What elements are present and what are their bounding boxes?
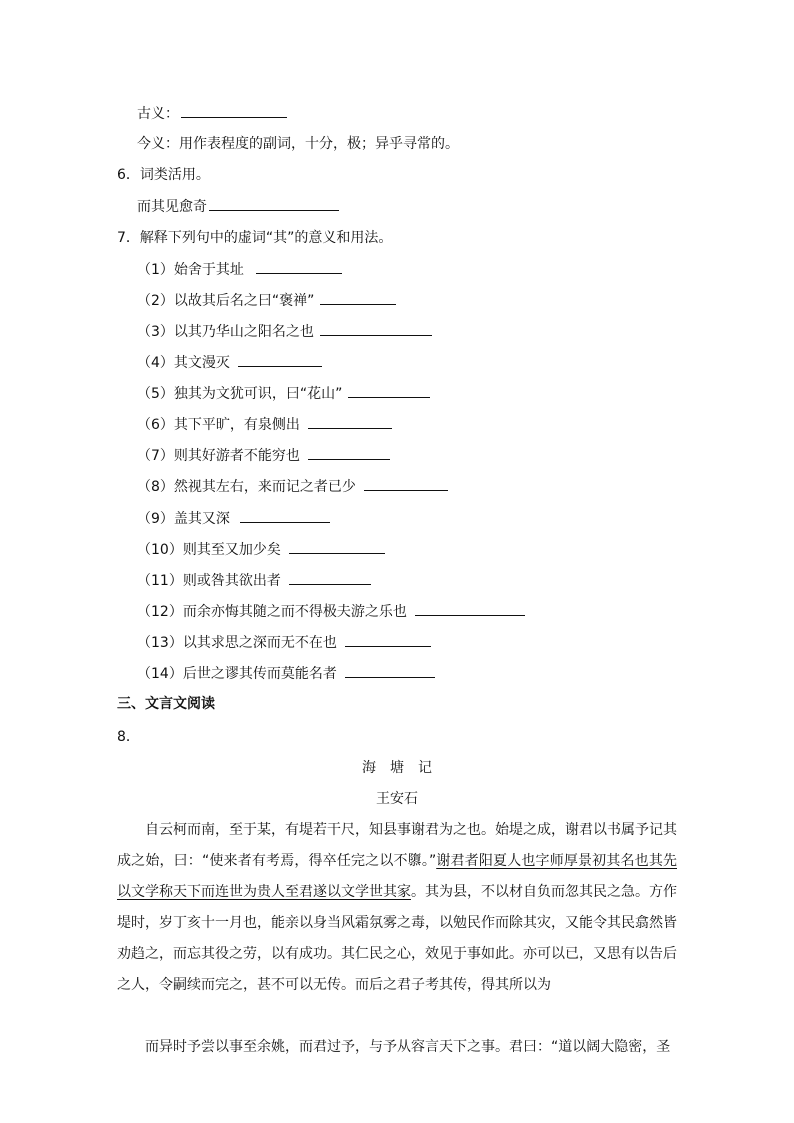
q6-sentence: 而其见愈奇 [137, 199, 207, 215]
q6-sentence-line [137, 196, 339, 217]
answer-blank[interactable] [240, 508, 330, 523]
answer-blank[interactable] [289, 570, 371, 585]
section-three-heading: 三、文言文阅读 [117, 696, 215, 712]
q7-item [137, 414, 392, 435]
answer-blank[interactable] [209, 196, 339, 211]
q7-item [137, 632, 431, 653]
answer-blank[interactable] [348, 383, 430, 398]
answer-blank[interactable] [238, 352, 322, 367]
answer-blank[interactable] [289, 539, 385, 554]
answer-blank[interactable] [345, 663, 435, 678]
answer-blank[interactable] [320, 321, 432, 336]
answer-blank[interactable] [364, 476, 448, 491]
jin-yi-line: 今义：用作表程度的副词，十分，极；异乎寻常的。 [137, 136, 459, 152]
answer-blank[interactable] [256, 259, 342, 274]
q7-item [137, 601, 525, 622]
q7-item-text: （2）以故其后名之曰“褒禅” [137, 293, 315, 309]
answer-blank[interactable] [320, 290, 396, 305]
answer-blank[interactable] [181, 103, 287, 118]
answer-blank[interactable] [308, 445, 390, 460]
q7-item [137, 663, 435, 684]
q7-item-text: （7）则其好游者不能穷也 [137, 448, 300, 464]
answer-blank[interactable] [345, 632, 431, 647]
q7-item [137, 352, 322, 373]
passage-paragraph-2: 而异时予尝以事至余姚，而君过予，与予从容言天下之事。君曰：“道以阔大隐密，圣 [145, 1039, 671, 1055]
q7-item-text: （11）则或咎其欲出者 [137, 573, 281, 589]
q7-item [137, 321, 432, 342]
q7-item-text: （4）其文漫灭 [137, 355, 230, 371]
passage-text: 。其为县，不以材自负而忽其民之急。方作堤时，岁丁亥十一月也，能亲以身当风霜氛雾之毒，以勉民作而除其灾，又能令其民翕然皆劝趋之，而忘其役之劳，以有成功。其仁民之心，效见于事如此。亦可以已，又思有以告后之人，令嗣续而完之，甚不可以无传。而后之君子考其传，得其所以为 [117, 884, 677, 993]
q7-item [137, 539, 385, 560]
q7-item-text: （12）而余亦悔其随之而不得极夫游之乐也 [137, 604, 407, 620]
answer-blank[interactable] [308, 414, 392, 429]
underlined-sentence: 谢君者阳夏人也字师厚景初其名也其先以文学称天下而连世为贵人至君遂以文学世其家 [117, 853, 677, 900]
q7-item [137, 259, 342, 280]
q6-title: 6．词类活用。 [117, 167, 210, 183]
q7-item-text: （5）独其为文犹可识，曰“花山” [137, 386, 343, 402]
passage-author: 王安石 [376, 791, 418, 807]
gu-yi-label: 古义： [137, 106, 179, 122]
q7-item-text: （1）始舍于其址 [137, 262, 244, 278]
q7-item-text: （8）然视其左右，来而记之者已少 [137, 479, 356, 495]
q7-item [137, 508, 330, 529]
q7-item [137, 476, 448, 497]
q7-item [137, 383, 430, 404]
q7-item-text: （6）其下平旷，有泉侧出 [137, 417, 300, 433]
q7-item [137, 445, 390, 466]
q7-item-text: （10）则其至又加少矣 [137, 542, 281, 558]
q7-item-text: （13）以其求思之深而无不在也 [137, 635, 337, 651]
q7-item-text: （14）后世之谬其传而莫能名者 [137, 666, 337, 682]
q8-number: 8． [117, 729, 140, 745]
q7-item-text: （3）以其乃华山之阳名之也 [137, 324, 314, 340]
q7-item-text: （9）盖其又深 [137, 511, 230, 527]
passage-title: 海 塘 记 [362, 760, 432, 776]
gu-yi-line [137, 103, 287, 124]
q7-item [137, 570, 371, 591]
q7-item [137, 290, 396, 311]
passage-text: 自云柯而南，至于某，有堤若干尺，知县事谢君为之也。始堤之成，谢君以书属予记其成之始，曰：“使来者有考焉，得卒任完之以不隳。” [117, 822, 677, 869]
answer-blank[interactable] [415, 601, 525, 616]
passage-paragraph-1 [117, 815, 677, 1001]
q7-title: 7．解释下列句中的虚词“其”的意义和用法。 [117, 230, 393, 246]
